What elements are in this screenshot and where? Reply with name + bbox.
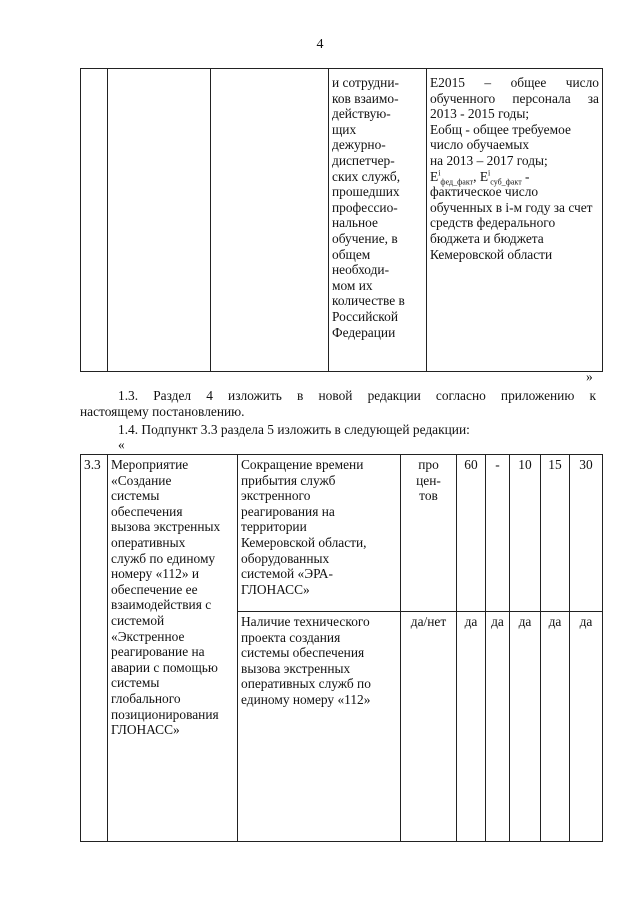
prev-cell-measure bbox=[108, 69, 211, 372]
table-row bbox=[81, 455, 603, 612]
prev-cell-number bbox=[81, 69, 108, 372]
value-2017: да bbox=[570, 612, 603, 842]
indicator-name: Сокращение времени прибытия служб экстренного реагирования на территории Кемеровской области, оборудованных системой «ЭРА- ГЛОНАСС» bbox=[238, 455, 401, 612]
unit: про цен- тов bbox=[401, 455, 457, 612]
value-2016: да bbox=[541, 612, 570, 842]
prev-cell-formula: Е2015 – общее число обученного персонала за 2013 - 2015 годы; Еобщ - общее требуемое число обучаемых на 2013 – 2017 годы; $E^i_{фед\_факт}$, $E^i_{суб\_факт}$ - фактическое число обученных в i-м году за счет средств федерального бюджета и бюджета Кемеровской области bbox=[427, 69, 603, 372]
opening-quote: « bbox=[118, 437, 125, 452]
prev-cell-indicator-name bbox=[211, 69, 329, 372]
table-subsection-3-3 bbox=[80, 454, 603, 842]
paragraph-1-3-continuation: настоящему постановлению. bbox=[80, 404, 245, 419]
unit: да/нет bbox=[401, 612, 457, 842]
measure-name: Мероприятие «Создание системы обеспечения вызова экстренных оперативных служб по единому номеру «112» и обеспечение ее взаимодействия с системой «Экстренное реагирование на аварии с помощью системы глобального позиционирования ГЛОНАСС» bbox=[108, 455, 238, 842]
value-2017: 30 bbox=[570, 455, 603, 612]
closing-quote: » bbox=[586, 369, 593, 384]
value-2014: - bbox=[486, 455, 510, 612]
prev-cell-indicator-text: и сотрудни- ков взаимо- действую- щих дежурно- диспетчер- ских служб, прошедших профессио- нальное обучение, в общем необходи- мом их количестве в Российской Федерации bbox=[329, 69, 427, 372]
value-2016: 15 bbox=[541, 455, 570, 612]
value-2013: 60 bbox=[457, 455, 486, 612]
indicator-name: Наличие технического проекта создания системы обеспечения вызова экстренных оперативных служб по единому номеру «112» bbox=[238, 612, 401, 842]
paragraph-1-3: 1.3. Раздел 4 изложить в новой редакции согласно приложению к bbox=[118, 388, 596, 403]
row-number: 3.3 bbox=[81, 455, 108, 842]
value-2015: да bbox=[510, 612, 541, 842]
paragraph-1-4: 1.4. Подпункт 3.3 раздела 5 изложить в следующей редакции: bbox=[118, 422, 470, 437]
value-2013: да bbox=[457, 612, 486, 842]
value-2014: да bbox=[486, 612, 510, 842]
value-2015: 10 bbox=[510, 455, 541, 612]
previous-table-fragment bbox=[80, 68, 603, 372]
formula-fact-terms: $E^i_{фед\_факт}$, $E^i_{суб\_факт}$ - bbox=[430, 168, 530, 187]
page-number: 4 bbox=[316, 37, 324, 52]
